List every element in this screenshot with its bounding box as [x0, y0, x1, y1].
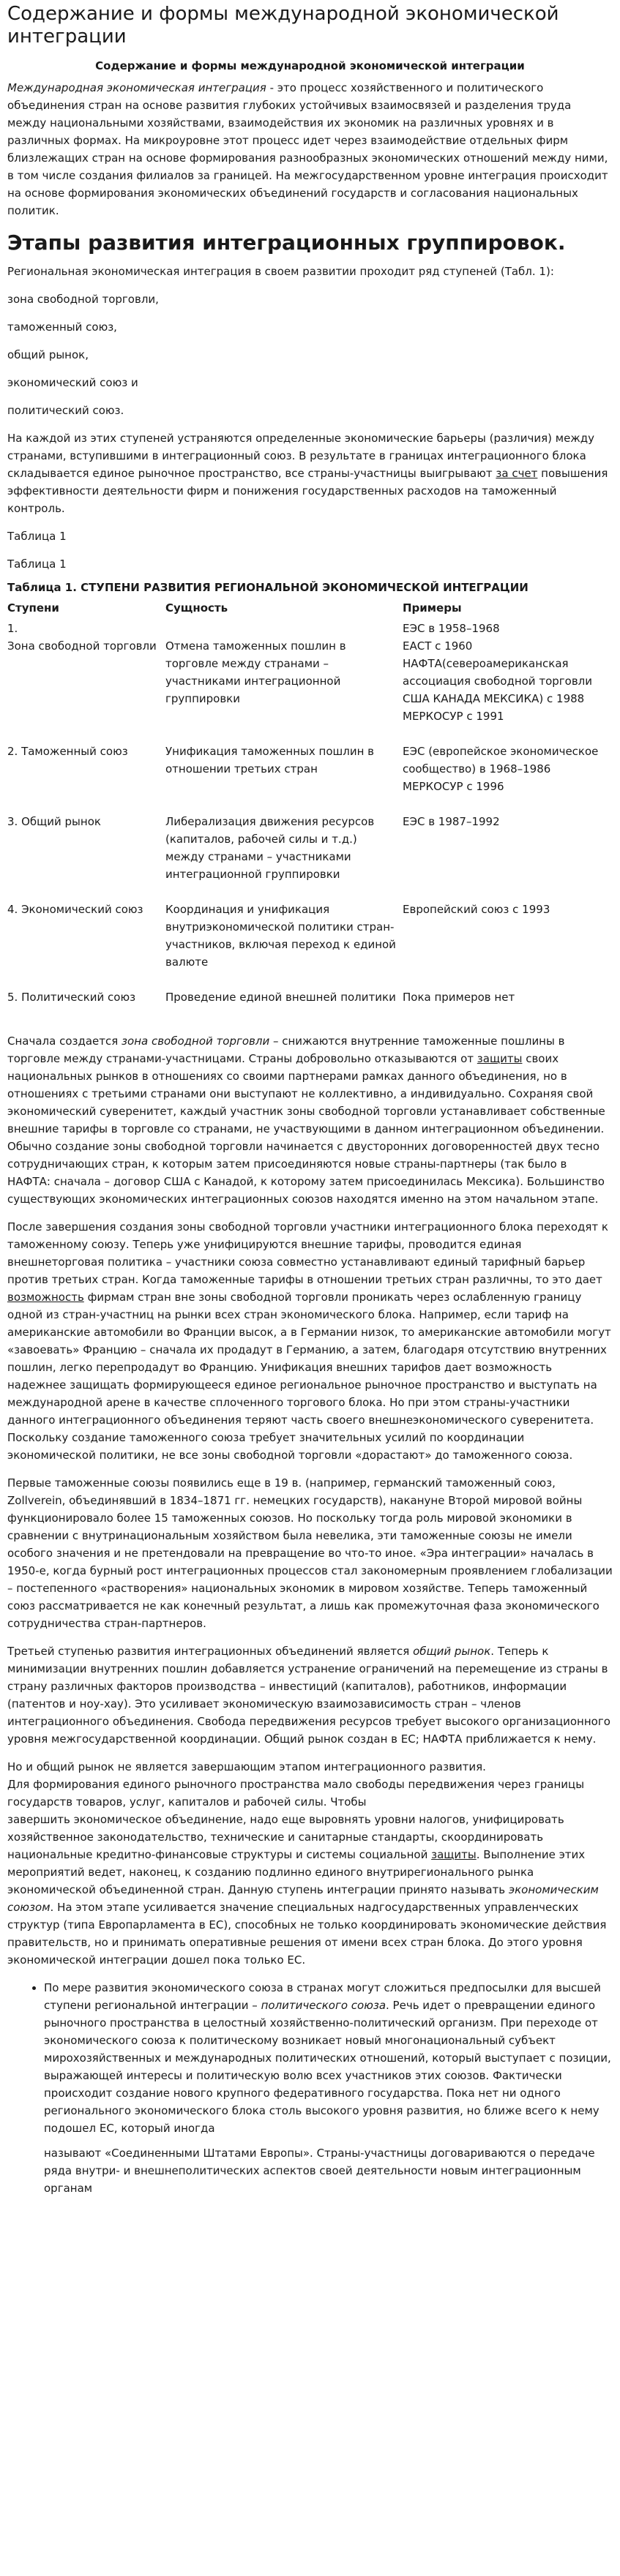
- paragraph-text: фирмам стран вне зоны свободной торговли проникать через ослабленную границу одной из стран-участниц на рынки всех стран экономического блока. Например, если тариф на американские автомобили во Франции высок, а в Германии низок, то американские автомобили могут «завоевать» Францию – сначала их продадут в Германию, а затем, благодаря отсутствию внутренних пошлин, легко перепродадут во Францию. Унификация внешних тарифов дает возможность надежнее защищать формирующееся единое региональное рыночное пространство и выступать на международной арене в качестве сплоченного торгового блока. Но при этом страны-участники данного интеграционного объединения теряют часть своего внешнеэкономического суверенитета. Поскольку создание таможенного союза требует значительных усилий по координации экономической политики, не все зоны свободной торговли «дорастают» до таможенного союза.: [7, 1290, 611, 1462]
- table-reference-repeat: Таблица 1: [7, 557, 67, 571]
- emphasis-term: зона свободной торговли: [122, 1034, 270, 1048]
- example-item: НАФТА(североамериканская ассоциация свободной торговли США КАНАДА МЕКСИКА) с 1988: [403, 656, 592, 705]
- example-item: ЕАСТ с 1960: [403, 639, 473, 653]
- example-item: Пока примеров нет: [403, 990, 515, 1004]
- paragraph-text: . Речь идет о превращении единого рыночного пространства в целостный хозяйственно-политический организм. При переходе от экономического союза к политическому возникает новый многонациональный субъект мирохозяйственных и международных политических отношений, который выступает с позиции, выражающей интересы и политическую волю всех участников этих союзов. Фактически происходит создание нового крупного федеративного государства. Пока нет ни одного регионального экономического блока столь высокого уровня развития, но ближе всего к нему подошел ЕС, который иногда: [44, 1998, 611, 2135]
- essence-cell: [165, 741, 403, 811]
- paragraph-text: завершить экономическое объединение, надо еще выровнять уровни налогов, унифицировать хозяйственное законодательство, технические и санитарные стандарты, скоординировать национальные кредитно-финансовые структуры и системы социальной: [7, 1812, 564, 1861]
- customs-union-paragraph: [7, 1218, 613, 1464]
- section-title: Этапы развития интеграционных группировок.: [7, 230, 566, 255]
- table-reference: Таблица 1: [7, 529, 67, 543]
- intro-term: Международная экономическая интеграция: [7, 81, 266, 95]
- paragraph-text: По мере развития экономического союза в странах могут сложиться предпосылки для высшей ступени региональной интеграции –: [44, 1980, 601, 2012]
- political-union-continuation: называют «Соединенными Штатами Европы». Страны-участницы договариваются о передаче ряда внутри- и внешнеполитических аспектов своей деятельности новым интеграционным органам: [44, 2146, 595, 2195]
- example-item: ЕЭС в 1958–1968: [403, 621, 500, 635]
- emphasis-term: экономическим союзом: [7, 1882, 599, 1914]
- stage-cell: [7, 811, 165, 899]
- zashchita-link[interactable]: защиты: [477, 1051, 523, 1065]
- example-item: МЕРКОСУР с 1996: [403, 779, 504, 793]
- table-row: [7, 618, 613, 741]
- stage-name: 4. Экономический союз: [7, 902, 143, 916]
- list-item: зона свободной торговли,: [7, 292, 159, 306]
- column-header-examples: Примеры: [403, 601, 462, 615]
- example-item: ЕЭС в 1987–1992: [403, 814, 500, 828]
- political-union-list: [7, 1979, 613, 2137]
- stage-name: 5. Политический союз: [7, 990, 136, 1004]
- paragraph-text: Но и общий рынок не является завершающим этапом интеграционного развития.: [7, 1760, 486, 1773]
- table-row: [7, 811, 613, 899]
- essence-text: Унификация таможенных пошлин в отношении третьих стран: [165, 744, 374, 776]
- paragraph-text: После завершения создания зоны свободной торговли участники интеграционного блока переходят к таможенному союзу. Теперь уже унифицируются внешние тарифы, проводится единая внешнеторговая политика – участники союза совместно устанавливают единый тарифный барьер против третьих стран. Когда таможенные тарифы в отношении третьих стран различны, то это дает: [7, 1220, 608, 1286]
- stage-name: 3. Общий рынок: [7, 814, 101, 828]
- document-subtitle: Содержание и формы международной экономической интеграции: [95, 59, 525, 73]
- stage-number: 1.: [7, 621, 18, 635]
- page-title: Содержание и формы международной экономической интеграции: [7, 3, 559, 48]
- intro-text: - это процесс хозяйственного и политического объединения стран на основе развития глубоких устойчивых взаимосвязей и разделения труда между национальными хозяйствами, взаимодействия их экономик на различных уровнях и в различных формах. На микроуровне этот процесс идет через взаимодействие отдельных фирм близлежащих стран на основе формирования разнообразных экономических отношений между ними, в том числе создания филиалов за границей. На межгосударственном уровне интеграция происходит на основе формирования экономических объединений государств и согласования национальных политик.: [7, 81, 608, 218]
- paragraph-text: . Выполнение этих мероприятий ведет, наконец, к созданию подлинно единого внутрирегионального рынка экономической объединенной стран. Данную ступень интеграции принято называть: [7, 1847, 586, 1896]
- stages-intro: Региональная экономическая интеграция в своем развитии проходит ряд ступеней (Табл. 1):: [7, 264, 554, 278]
- stages-list: [7, 290, 613, 419]
- table-caption: Таблица 1. СТУПЕНИ РАЗВИТИЯ РЕГИОНАЛЬНОЙ ЭКОНОМИЧЕСКОЙ ИНТЕГРАЦИИ: [7, 580, 529, 594]
- list-item: политический союз.: [7, 403, 124, 417]
- stage-cell: [7, 899, 165, 987]
- examples-cell: [403, 811, 613, 899]
- paragraph-text: . На этом этапе усиливается значение специальных надгосударственных управленческих структур (типа Европарламента в ЕС), способных не только координировать экономические действия правительств, но и принимать оперативные решения от имени всех стран блока. До этого уровня экономической интеграции дошел пока только ЕС.: [7, 1900, 607, 1967]
- table-header-row: [7, 598, 613, 618]
- stage-name: Зона свободной торговли: [7, 639, 157, 653]
- list-item: таможенный союз,: [7, 320, 117, 334]
- essence-text: Либерализация движения ресурсов (капиталов, рабочей силы и т.д.) между странами – участниками интеграционной группировки: [165, 814, 375, 881]
- free-trade-paragraph: [7, 1032, 613, 1208]
- essence-text: Координация и унификация внутриэкономической политики стран-участников, включая переход к единой валюте: [165, 902, 396, 969]
- common-market-paragraph: [7, 1642, 613, 1748]
- paragraph-text: Сначала создается: [7, 1034, 122, 1048]
- table-row: [7, 987, 613, 1022]
- example-item: МЕРКОСУР с 1991: [403, 709, 504, 723]
- examples-cell: [403, 618, 613, 741]
- history-paragraph: Первые таможенные союзы появились еще в 19 в. (например, германский таможенный союз, Zollverein, объединявший в 1834–1871 гг. немецких государств), накануне Второй мировой войны функционировало более 15 таможенных союзов. Но поскольку тогда роль мировой экономики в сравнении с внутринациональным хозяйством была невелика, эти таможенные союзы не имели особого значения и не претендовали на превращение во что-то иное. «Эра интеграции» началась в 1950-е, когда бурный рост интеграционных процессов стал закономерным проявлением глобализации – постепенного «растворения» национальных экономик в мировом хозяйстве. Теперь таможенный союз рассматривается не как конечный результат, а лишь как промежуточная фаза экономического сотрудничества стран-партнеров.: [7, 1476, 613, 1630]
- list-item: экономический союз и: [7, 375, 138, 389]
- list-item: общий рынок,: [7, 348, 89, 361]
- paragraph-text: Для формирования единого рыночного пространства мало свободы передвижения через границы государств товаров, услуг, капиталов и рабочей силы. Чтобы: [7, 1777, 585, 1809]
- essence-cell: [165, 618, 403, 741]
- paragraph-text: – снижаются внутренние таможенные пошлины в торговле между странами-участницами. Страны добровольно отказываются от: [7, 1034, 565, 1065]
- paragraph-text: своих национальных рынков в отношениях со своими партнерами рамках данного объединения, но в отношениях с третьими странами они выступают не коллективно, а индивидуально. Сохраняя свой экономический суверенитет, каждый участник зоны свободной торговли устанавливает собственные внешние тарифы в торговле со странами, не участвующими в данном интеграционном объединении. Обычно создание зоны свободной торговли начинается с двусторонних договоренностей двух тесно сотрудничающих стран, к которым затем присоединяются новые страны-партнеры (так было в НАФТА: сначала – договор США с Канадой, к которому затем присоединилась Мексика). Большинство существующих экономических интеграционных союзов находятся именно на этом начальном этапе.: [7, 1051, 605, 1206]
- stages-table: [7, 579, 613, 1022]
- paragraph-text: . Теперь к минимизации внутренних пошлин добавляется устранение ограничений на перемещение из страны в страну различных факторов производства – инвестиций (капиталов), работников, информации (патентов и ноу-хау). Это усиливает экономическую взаимозависимость стран – членов интеграционного объединения. Свобода передвижения ресурсов требует высокого организационного уровня межгосударственной координации. Общий рынок создан в ЕС; НАФТА приближается к нему.: [7, 1644, 610, 1746]
- paragraph-text-group: [7, 1811, 613, 1969]
- column-header-essence: Сущность: [165, 601, 228, 615]
- essence-cell: [165, 987, 403, 1022]
- intro-paragraph: [7, 79, 613, 219]
- za-schet-link[interactable]: за счет: [496, 466, 538, 480]
- stage-cell: [7, 741, 165, 811]
- stage-name: 2. Таможенный союз: [7, 744, 128, 758]
- vozmozhnost-link[interactable]: возможность: [7, 1290, 84, 1304]
- essence-cell: [165, 811, 403, 899]
- table-row: [7, 741, 613, 811]
- essence-text: Отмена таможенных пошлин в торговле между странами – участниками интеграционной группировки: [165, 639, 346, 705]
- barriers-text-end: повышения эффективности деятельности фирм и понижения государственных расходов на таможенный контроль.: [7, 466, 608, 515]
- barriers-text: На каждой из этих ступеней устраняются определенные экономические барьеры (различия) между странами, вступившими в интеграционный союз. В результате в границах интеграционного блока складывается единое рыночное пространство, все страны-участницы выигрывают: [7, 431, 595, 480]
- emphasis-term: политического союза: [261, 1998, 386, 2012]
- example-item: ЕЭС (европейское экономическое сообщество) в 1968–1986: [403, 744, 599, 776]
- stage-cell: [7, 618, 165, 741]
- examples-cell: [403, 987, 613, 1022]
- emphasis-term: общий рынок: [413, 1644, 491, 1658]
- example-item: Европейский союз с 1993: [403, 902, 550, 916]
- social-protection-link[interactable]: защиты: [431, 1847, 477, 1861]
- economic-union-block: [7, 1758, 613, 1969]
- paragraph-text: Третьей ступенью развития интеграционных объединений является: [7, 1644, 414, 1658]
- examples-cell: [403, 741, 613, 811]
- barriers-paragraph: [7, 429, 613, 517]
- essence-text: Проведение единой внешней политики: [165, 990, 396, 1004]
- essence-cell: [165, 899, 403, 987]
- table-row: [7, 899, 613, 987]
- column-header-stage: Ступени: [7, 601, 59, 615]
- stage-cell: [7, 987, 165, 1022]
- examples-cell: [403, 899, 613, 987]
- list-item: [44, 1979, 613, 2137]
